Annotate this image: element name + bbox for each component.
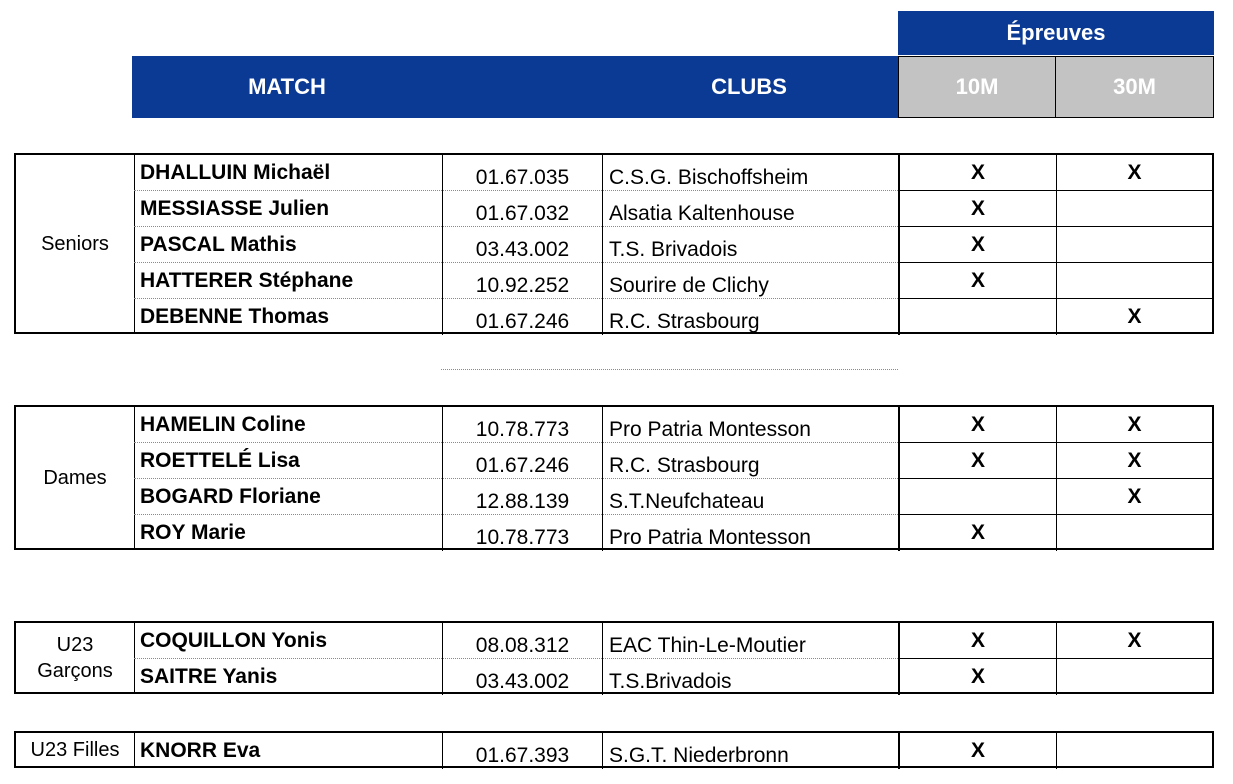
category-label: U23 Filles <box>16 733 135 766</box>
table-row <box>134 479 1212 515</box>
category-label-line1: U23 <box>56 633 94 656</box>
event-10m-mark: X <box>898 443 1056 479</box>
table-row <box>134 733 1212 769</box>
athlete-name: ROY Marie <box>140 521 246 544</box>
event-10m-mark: X <box>898 407 1056 443</box>
event-10m-mark: X <box>898 623 1056 659</box>
athlete-name: KNORR Eva <box>140 739 261 762</box>
category-label-line2: Garçons <box>37 659 113 682</box>
event-30m-mark <box>1056 263 1212 299</box>
event-10m-mark <box>898 299 1056 335</box>
club-name: Pro Patria Montesson <box>602 515 898 551</box>
club-name: Alsatia Kaltenhouse <box>602 191 898 227</box>
athlete-name: COQUILLON Yonis <box>140 629 328 652</box>
event-30m-mark: X <box>1056 443 1212 479</box>
event-10m-mark <box>898 479 1056 515</box>
category-label: Dames <box>16 407 135 548</box>
section-seniors <box>14 153 1214 334</box>
event-30m-mark: X <box>1056 623 1212 659</box>
event-10m-mark: X <box>898 227 1056 263</box>
table-row <box>134 155 1212 191</box>
athlete-name: BOGARD Floriane <box>140 485 321 508</box>
event-30m-mark <box>1056 227 1212 263</box>
col-10m-header: 10M <box>898 56 1056 118</box>
athlete-name: HATTERER Stéphane <box>140 269 354 292</box>
section-dames <box>14 405 1214 550</box>
license-code: 01.67.246 <box>442 443 602 479</box>
athlete-name: HAMELIN Coline <box>140 413 306 436</box>
table-row <box>134 515 1212 551</box>
club-name: R.C. Strasbourg <box>602 299 898 335</box>
club-name: Pro Patria Montesson <box>602 407 898 443</box>
license-code: 01.67.393 <box>442 733 602 769</box>
table-row <box>134 299 1212 335</box>
athlete-name: MESSIASSE Julien <box>140 197 330 220</box>
license-code: 01.67.035 <box>442 155 602 191</box>
athlete-name: SAITRE Yanis <box>140 665 278 688</box>
section-u23-filles <box>14 731 1214 768</box>
club-name: Sourire de Clichy <box>602 263 898 299</box>
event-10m-mark: X <box>898 191 1056 227</box>
event-30m-mark <box>1056 515 1212 551</box>
athlete-name: ROETTELÉ Lisa <box>140 449 300 472</box>
clubs-header: CLUBS <box>442 56 898 118</box>
section-u23-garcons <box>14 621 1214 694</box>
table-row <box>134 263 1212 299</box>
club-name: T.S. Brivadois <box>602 227 898 263</box>
event-30m-mark <box>1056 659 1212 695</box>
club-name: S.G.T. Niederbronn <box>602 733 898 769</box>
table-row <box>134 443 1212 479</box>
epreuves-header: Épreuves <box>898 11 1214 55</box>
license-code: 01.67.032 <box>442 191 602 227</box>
event-30m-mark: X <box>1056 155 1212 191</box>
col-30m-header: 30M <box>1056 56 1214 118</box>
club-name: C.S.G. Bischoffsheim <box>602 155 898 191</box>
event-10m-mark: X <box>898 263 1056 299</box>
section-divider <box>441 369 898 370</box>
table-row <box>134 407 1212 443</box>
club-name: S.T.Neufchateau <box>602 479 898 515</box>
event-30m-mark <box>1056 733 1212 769</box>
club-name: EAC Thin-Le-Moutier <box>602 623 898 659</box>
event-30m-mark: X <box>1056 407 1212 443</box>
category-label: Seniors <box>16 155 135 332</box>
license-code: 03.43.002 <box>442 659 602 695</box>
license-code: 01.67.246 <box>442 299 602 335</box>
license-code: 10.78.773 <box>442 515 602 551</box>
event-10m-mark: X <box>898 515 1056 551</box>
athlete-name: DEBENNE Thomas <box>140 305 330 328</box>
license-code: 10.78.773 <box>442 407 602 443</box>
event-30m-mark: X <box>1056 299 1212 335</box>
table-row <box>134 623 1212 659</box>
athlete-name: DHALLUIN Michaël <box>140 161 331 184</box>
event-10m-mark: X <box>898 659 1056 695</box>
license-code: 03.43.002 <box>442 227 602 263</box>
license-code: 12.88.139 <box>442 479 602 515</box>
license-code: 10.92.252 <box>442 263 602 299</box>
athlete-name: PASCAL Mathis <box>140 233 297 256</box>
match-header: MATCH <box>132 56 442 118</box>
table-row <box>134 191 1212 227</box>
event-30m-mark: X <box>1056 479 1212 515</box>
license-code: 08.08.312 <box>442 623 602 659</box>
club-name: T.S.Brivadois <box>602 659 898 695</box>
event-10m-mark: X <box>898 733 1056 769</box>
club-name: R.C. Strasbourg <box>602 443 898 479</box>
category-label <box>16 623 135 692</box>
event-10m-mark: X <box>898 155 1056 191</box>
event-30m-mark <box>1056 191 1212 227</box>
table-row <box>134 659 1212 695</box>
table-row <box>134 227 1212 263</box>
